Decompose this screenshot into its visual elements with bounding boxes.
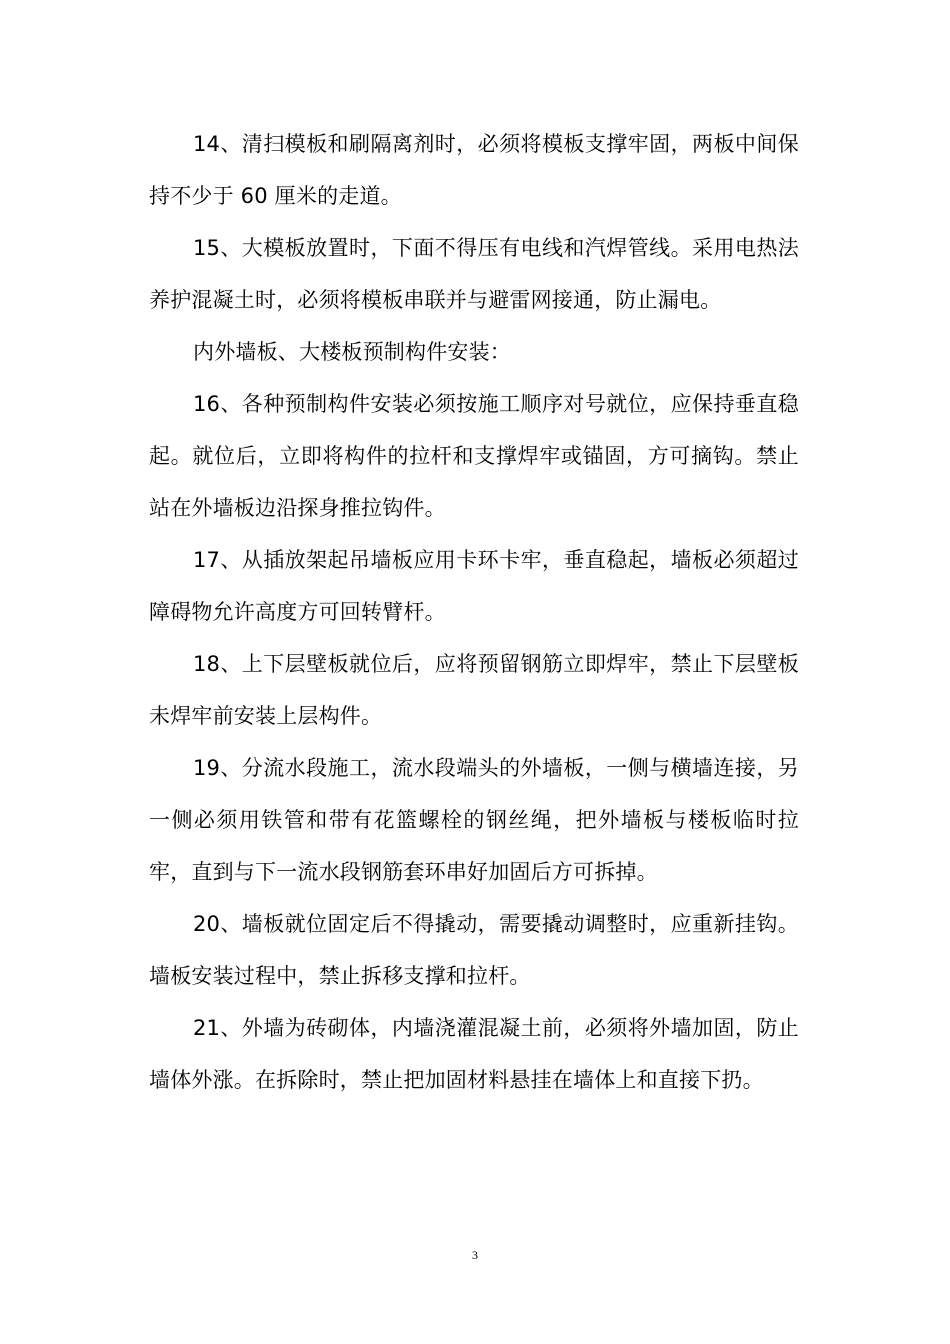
paragraph-16: 16、各种预制构件安装必须按施工顺序对号就位，应保持垂直稳起。就位后，立即将构件的拉杆和支撑焊牢或锚固，方可摘钩。禁止站在外墙板边沿探身推拉钩件。 — [149, 392, 799, 520]
paragraph-18: 18、上下层壁板就位后，应将预留钢筋立即焊牢，禁止下层壁板未焊牢前安装上层构件。 — [149, 652, 799, 728]
paragraph-14: 14、清扫模板和刷隔离剂时，必须将模板支撑牢固，两板中间保持不少于 60 厘米的走道。 — [149, 132, 799, 208]
paragraph-21: 21、外墙为砖砌体，内墙浇灌混凝土前，必须将外墙加固，防止墙体外涨。在拆除时，禁止把加固材料悬挂在墙体上和直接下扔。 — [149, 1016, 799, 1092]
body-text — [149, 118, 799, 1106]
page-number: 3 — [472, 1248, 478, 1262]
paragraph-19: 19、分流水段施工，流水段端头的外墙板，一侧与横墙连接，另一侧必须用铁管和带有花篮螺栓的钢丝绳，把外墙板与楼板临时拉牢，直到与下一流水段钢筋套环串好加固后方可拆掉。 — [149, 756, 799, 884]
paragraph-17: 17、从插放架起吊墙板应用卡环卡牢，垂直稳起，墙板必须超过障碍物允许高度方可回转臂杆。 — [149, 548, 799, 624]
section-heading: 内外墙板、大楼板预制构件安装： — [193, 340, 511, 364]
paragraph-20: 20、墙板就位固定后不得撬动，需要撬动调整时，应重新挂钩。墙板安装过程中，禁止拆移支撑和拉杆。 — [149, 912, 799, 988]
paragraph-15: 15、大模板放置时，下面不得压有电线和汽焊管线。采用电热法养护混凝土时，必须将模板串联并与避雷网接通，防止漏电。 — [149, 236, 799, 312]
